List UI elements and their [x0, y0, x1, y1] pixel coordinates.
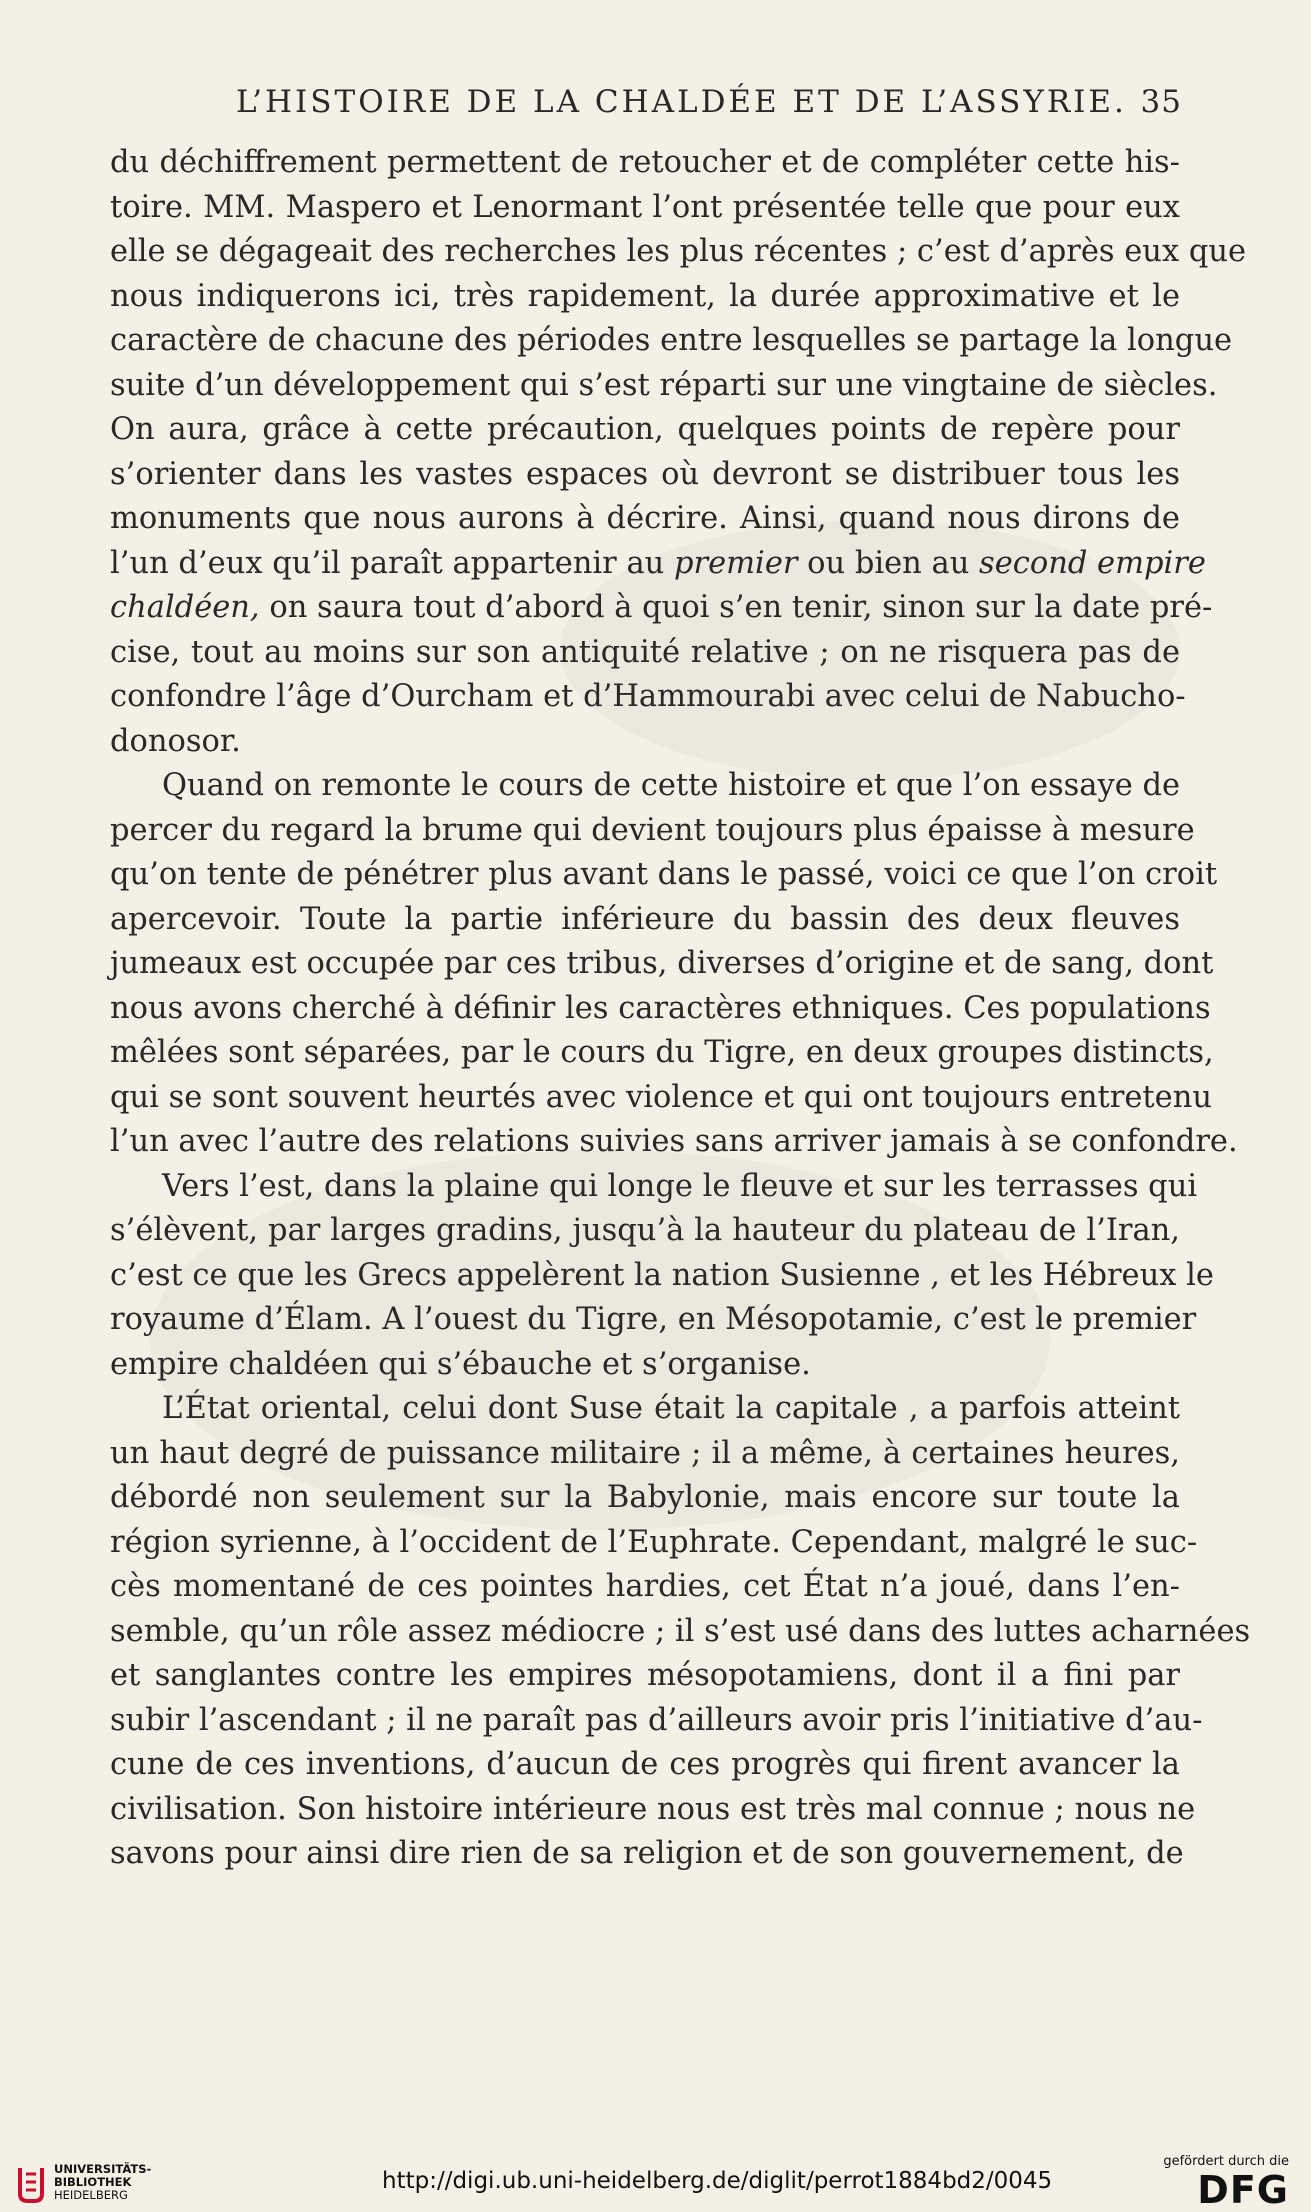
italic-phrase: chaldéen,: [110, 590, 260, 625]
text-line: royaume d’Élam. A l’ouest du Tigre, en Mésopotamie, c’est le premier: [110, 1302, 1197, 1337]
text-line: percer du regard la brume qui devient toujours plus épaisse à mesure: [110, 812, 1195, 848]
text-line: s’orienter dans les vastes espaces où devront se distribuer tous les: [110, 456, 1180, 492]
body-text: [110, 141, 1251, 1877]
text-run: l’un d’eux qu’il paraît appartenir au: [110, 545, 674, 581]
running-title: L’HISTOIRE DE LA CHALDÉE ET DE L’ASSYRIE.: [236, 84, 1127, 120]
text-line: jumeaux est occupée par ces tribus, diverses d’origine et de sang, dont: [110, 946, 1214, 981]
text-line: région syrienne, à l’occident de l’Euphrate. Cependant, malgré le suc-: [110, 1524, 1198, 1560]
running-head: [110, 84, 1182, 124]
text-line: l’un avec l’autre des relations suivies sans arriver jamais à se confondre.: [110, 1124, 1238, 1159]
text-line: monuments que nous aurons à décrire. Ainsi, quand nous dirons de: [110, 501, 1180, 536]
text-line: débordé non seulement sur la Babylonie, mais encore sur toute la: [110, 1480, 1180, 1515]
text-line: savons pour ainsi dire rien de sa religion et de son gouvernement, de: [110, 1836, 1184, 1871]
text-line: L’État oriental, celui dont Suse était la capitale , a parfois atteint: [162, 1391, 1180, 1426]
dfg-logo: DFG: [1197, 2168, 1289, 2212]
text-line: du déchiffrement permettent de retoucher et de compléter cette his-: [110, 145, 1180, 180]
text-line: cune de ces inventions, d’aucun de ces progrès qui firent avancer la: [110, 1747, 1180, 1782]
text-line: On aura, grâce à cette précaution, quelques points de repère pour: [110, 412, 1180, 447]
text-line: s’élèvent, par larges gradins, jusqu’à la hauteur du plateau de l’Iran,: [110, 1213, 1180, 1248]
text-line: elle se dégageait des recherches les plus récentes ; c’est d’après eux que: [110, 234, 1247, 269]
text-line: Vers l’est, dans la plaine qui longe le fleuve et sur les terrasses qui: [162, 1168, 1198, 1204]
text-line: mêlées sont séparées, par le cours du Tigre, en deux groupes distincts,: [110, 1035, 1214, 1070]
text-line: civilisation. Son histoire intérieure nous est très mal connue ; nous ne: [110, 1791, 1196, 1827]
text-line: cès momentané de ces pointes hardies, cet État n’a joué, dans l’en-: [110, 1569, 1180, 1604]
text-line: nous indiquerons ici, très rapidement, la durée approximative et le: [110, 278, 1180, 314]
text-line: caractère de chacune des périodes entre lesquelles se partage la longue: [110, 323, 1233, 358]
text-line: un haut degré de puissance militaire ; il a même, à certaines heures,: [110, 1435, 1180, 1471]
footer: [0, 2154, 1311, 2212]
text-line: qui se sont souvent heurtés avec violence et qui ont toujours entretenu: [110, 1079, 1212, 1115]
text-line: empire chaldéen qui s’ébauche et s’organise.: [110, 1346, 811, 1382]
text-line: confondre l’âge d’Ourcham et d’Hammourabi avec celui de Nabucho-: [110, 679, 1186, 714]
dfg-block: [1159, 2154, 1289, 2212]
source-url[interactable]: http://digi.ub.uni-heidelberg.de/diglit/perrot1884bd2/0045: [382, 2168, 1053, 2194]
page-number: 35: [1140, 84, 1182, 120]
text-line: toire. MM. Maspero et Lenormant l’ont présentée telle que pour eux: [110, 189, 1180, 225]
italic-phrase: second empire: [979, 545, 1206, 581]
text-line: donosor.: [110, 723, 241, 759]
funding-credit: gefördert durch die: [1163, 2154, 1289, 2169]
text-line: c’est ce que les Grecs appelèrent la nation Susienne , et les Hébreux le: [110, 1257, 1214, 1293]
text-line: semble, qu’un rôle assez médiocre ; il s’est usé dans des luttes acharnées: [110, 1613, 1251, 1649]
text-run: ou bien au: [797, 545, 980, 581]
text-line: subir l’ascendant ; il ne paraît pas d’ailleurs avoir pris l’initiative d’au-: [110, 1702, 1203, 1738]
university-library-logo-icon: [14, 2164, 48, 2204]
text-line: Quand on remonte le cours de cette histoire et que l’on essaye de: [162, 768, 1181, 803]
text-line: suite d’un développement qui s’est réparti sur une vingtaine de siècles.: [110, 367, 1218, 403]
text-line: et sanglantes contre les empires mésopotamiens, dont il a fini par: [110, 1658, 1180, 1693]
text-line: apercevoir. Toute la partie inférieure du bassin des deux fleuves: [110, 901, 1180, 937]
text-run: on saura tout d’abord à quoi s’en tenir, sinon sur la date pré-: [259, 590, 1213, 625]
text-line: cise, tout au moins sur son antiquité relative ; on ne risquera pas de: [110, 634, 1180, 670]
text-line: nous avons cherché à définir les caractères ethniques. Ces populations: [110, 990, 1211, 1026]
italic-phrase: premier: [673, 545, 798, 581]
text-line: [110, 586, 1213, 631]
text-line: [110, 542, 1206, 587]
text-line: qu’on tente de pénétrer plus avant dans le passé, voici ce que l’on croit: [110, 857, 1218, 892]
library-name: UNIVERSITÄTS- BIBLIOTHEK HEIDELBERG: [54, 2162, 152, 2202]
